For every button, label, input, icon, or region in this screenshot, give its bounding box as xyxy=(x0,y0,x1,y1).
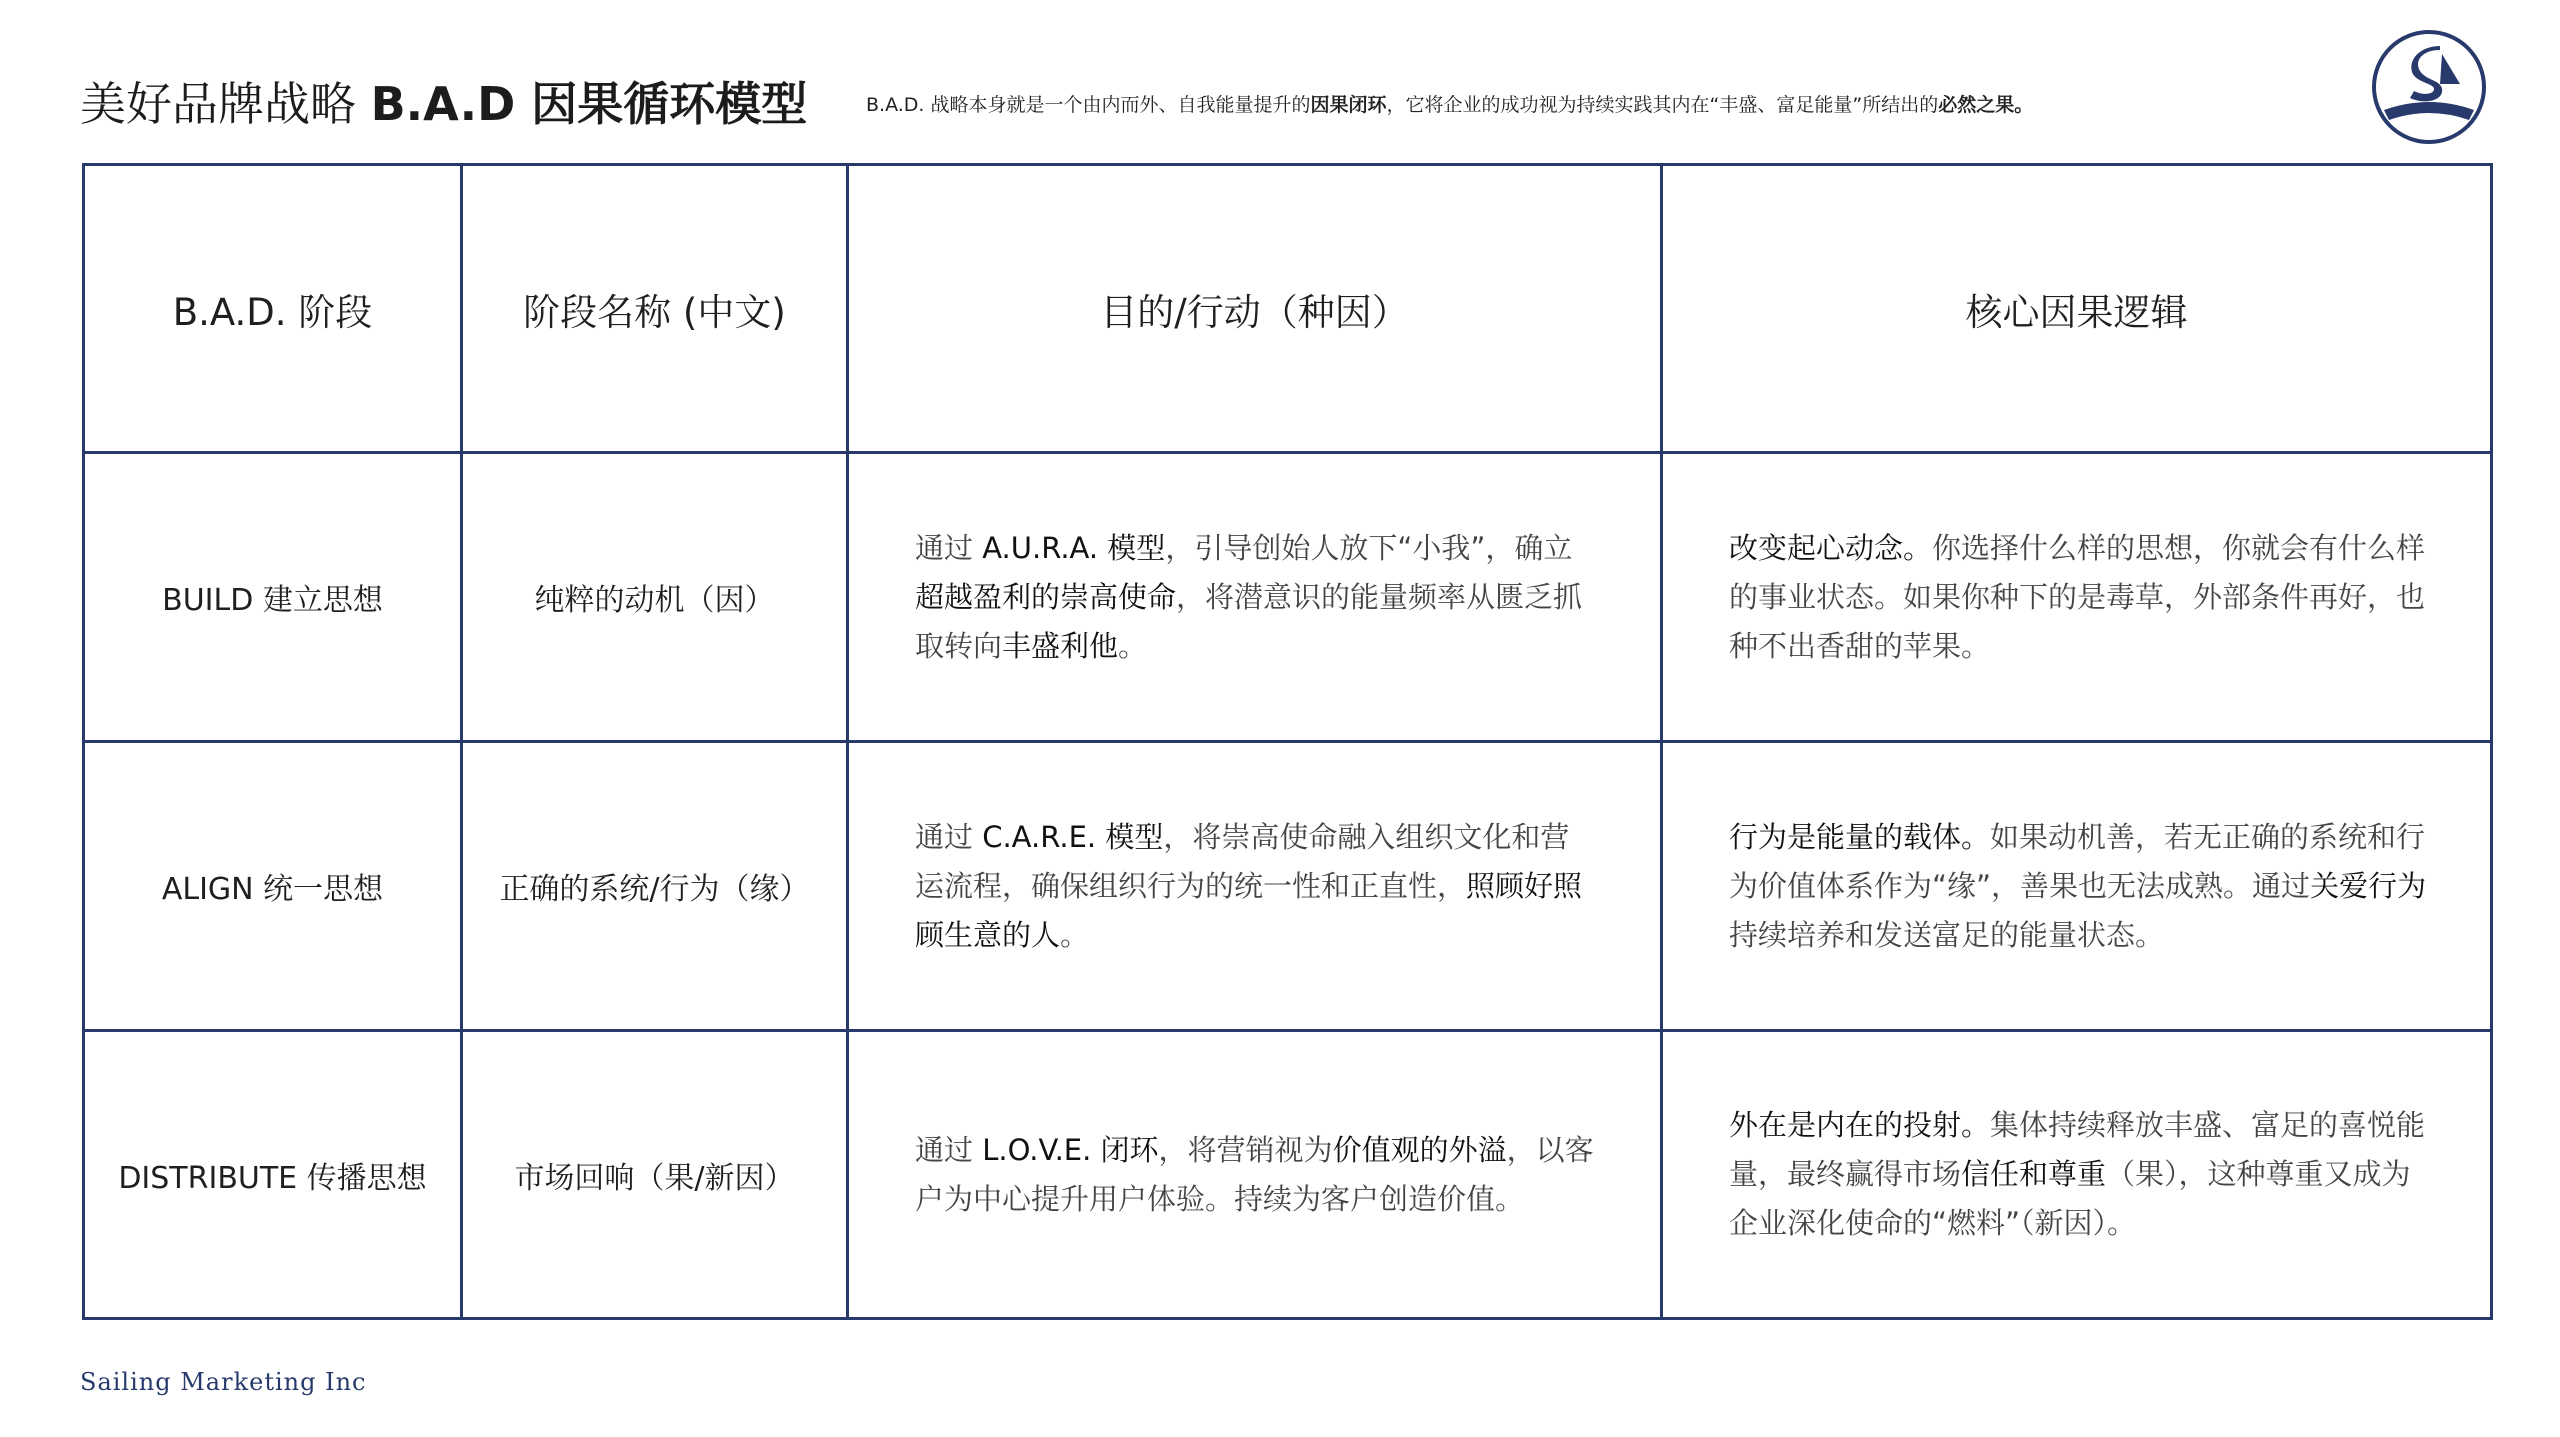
subtitle-bold-2: 必然之果。 xyxy=(1938,94,2034,116)
body-text: 通过 xyxy=(915,1132,983,1167)
action-cell xyxy=(848,1031,1662,1319)
body-text: 通过 xyxy=(915,819,983,854)
body-text: 。 xyxy=(1060,917,1090,952)
title-prefix: 美好品牌战略 xyxy=(80,77,356,131)
table-row-distribute xyxy=(84,1031,2492,1319)
name-cell: 市场回响（果/新因） xyxy=(462,1031,848,1319)
logic-cell xyxy=(1662,1031,2492,1319)
title-bold: B.A.D 因果循环模型 xyxy=(370,77,808,131)
body-text: 你选择什么样的思想，你就会有什么样的事业状态。如果你种下的是毒草，外部条件再好，也种不出香甜的苹果。 xyxy=(1729,530,2426,663)
subtitle-part-1: B.A.D. 战略本身就是一个由内而外、自我能量提升的 xyxy=(866,94,1311,116)
emphasis-text: 丰盛利他 xyxy=(1002,628,1119,663)
emphasis-text: A.U.R.A. 模型 xyxy=(982,530,1166,565)
header-stage: B.A.D. 阶段 xyxy=(84,165,462,453)
action-cell xyxy=(848,453,1662,742)
header-action: 目的/行动（种因） xyxy=(848,165,1662,453)
footer-brand: Sailing Marketing Inc xyxy=(80,1368,367,1396)
body-text: 持续培养和发送富足的能量状态。 xyxy=(1729,917,2165,952)
body-text: 。 xyxy=(1118,628,1148,663)
header-name: 阶段名称 (中文) xyxy=(462,165,848,453)
emphasis-text: 外在是内在的投射。 xyxy=(1729,1108,1991,1142)
bad-model-table xyxy=(82,163,2493,1320)
stage-cell: ALIGN 统一思想 xyxy=(84,742,462,1031)
name-cell: 正确的系统/行为（缘） xyxy=(462,742,848,1031)
emphasis-text: 价值观的外溢 xyxy=(1332,1132,1507,1167)
body-text: ，将崇高使命融入组织文化和营运流程，确保组织行为的统一性和正直性， xyxy=(915,819,1570,903)
table-header-row xyxy=(84,165,2492,453)
emphasis-text: 照顾好照顾生意的人 xyxy=(915,868,1583,952)
stage-cell: BUILD 建立思想 xyxy=(84,453,462,742)
body-text: ，将潜意识的能量频率从匮乏抓取转向 xyxy=(915,579,1583,663)
logic-cell xyxy=(1662,742,2492,1031)
sailing-logo-icon xyxy=(2370,28,2488,146)
emphasis-text: 信任和尊重 xyxy=(1961,1157,2107,1191)
body-text: ，以客户为中心提升用户体验。持续为客户创造价值。 xyxy=(915,1132,1594,1216)
table-row-build xyxy=(84,453,2492,742)
logic-cell xyxy=(1662,453,2492,742)
emphasis-text: 关爱行为 xyxy=(2310,868,2427,903)
emphasis-text: L.O.V.E. 闭环 xyxy=(982,1132,1159,1167)
name-cell: 纯粹的动机（因） xyxy=(462,453,848,742)
body-text: ，将营销视为 xyxy=(1158,1132,1333,1167)
table-row-align xyxy=(84,742,2492,1031)
body-text: 集体持续释放丰盛、富足的喜悦能量，最终赢得市场 xyxy=(1729,1108,2426,1191)
header-logic: 核心因果逻辑 xyxy=(1662,165,2492,453)
stage-cell: DISTRIBUTE 传播思想 xyxy=(84,1031,462,1319)
emphasis-text: 行为是能量的载体。 xyxy=(1729,819,1991,854)
action-cell xyxy=(848,742,1662,1031)
body-text: （果），这种尊重又成为企业深化使命的“燃料”（新因）。 xyxy=(1729,1157,2411,1240)
emphasis-text: C.A.R.E. 模型 xyxy=(982,819,1164,854)
body-text: ，引导创始人放下“小我”，确立 xyxy=(1165,530,1573,565)
page-subtitle xyxy=(866,90,2033,117)
body-text: 如果动机善，若无正确的系统和行为价值体系作为“缘”，善果也无法成熟。通过 xyxy=(1729,819,2426,903)
subtitle-bold-1: 因果闭环 xyxy=(1310,94,1387,116)
subtitle-part-2: ，它将企业的成功视为持续实践其内在“丰盛、富足能量”所结出的 xyxy=(1386,94,1939,116)
emphasis-text: 超越盈利的崇高使命 xyxy=(915,579,1177,614)
page-title xyxy=(80,68,807,134)
body-text: 通过 xyxy=(915,530,983,565)
emphasis-text: 改变起心动念。 xyxy=(1729,530,1933,565)
